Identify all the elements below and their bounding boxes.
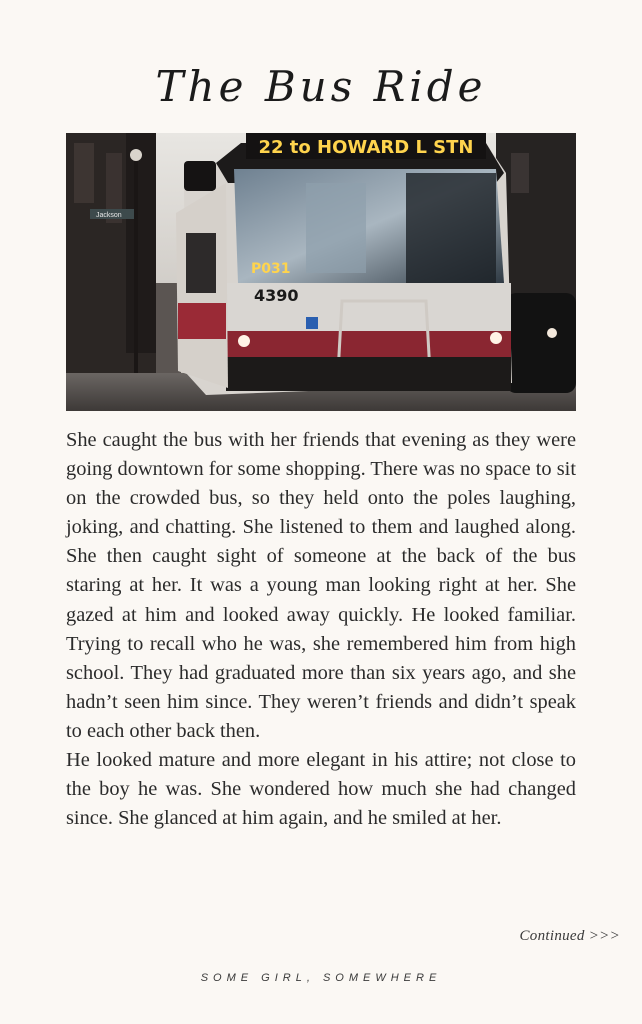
continued-link[interactable]: Continued >>> xyxy=(519,928,620,944)
route-code-text: P031 xyxy=(251,261,291,277)
bus-photo xyxy=(66,133,576,411)
story-paragraph-2: He looked mature and more elegant in his attire; not close to the boy he was. She wondered how much she had changed since. She glanced at him again, and he smiled at her. xyxy=(66,749,576,830)
page-title: The Bus Ride xyxy=(155,62,487,111)
footer-signature: SOME GIRL, SOMEWHERE xyxy=(200,972,442,984)
story-paragraph-1: She caught the bus with her friends that evening as they were going downtown for some shopping. There was no space to sit on the crowded bus, so they held onto the poles laughing, joking, and chatting. She listened to them and laughed along. She then caught sight of someone at the back of the bus staring at her. It was a young man looking right at her. She gazed at him and looked away quickly. He looked familiar. Trying to recall who he was, she remembered him from high school. They had graduated more than six years ago, and she hadn’t seen him since. They weren’t friends and didn’t speak to each other back then. xyxy=(66,429,576,742)
street-sign-text: Jackson xyxy=(96,212,122,219)
destination-sign-text: 22 to HOWARD L STN xyxy=(258,137,474,158)
bus-number-text: 4390 xyxy=(254,286,299,305)
story-text xyxy=(66,426,576,833)
